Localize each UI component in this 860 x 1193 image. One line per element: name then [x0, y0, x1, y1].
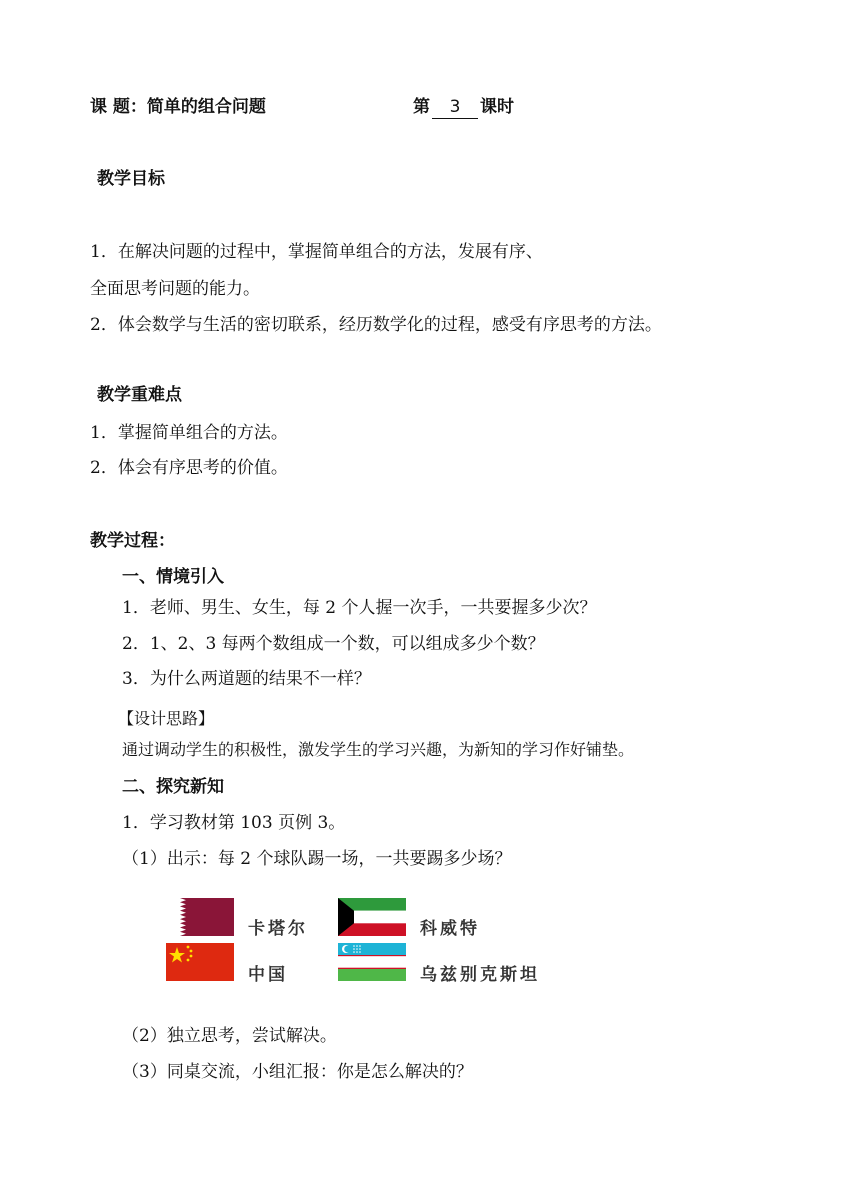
lesson-prefix: 第 [413, 97, 430, 117]
process-heading: 教学过程： [90, 531, 175, 551]
team-label-china: 中国 [248, 965, 288, 985]
key-points-heading: 教学重难点 [97, 385, 182, 405]
design-idea-text: 通过调动学生的积极性，激发学生的学习兴趣，为新知的学习作好铺垫。 [122, 740, 635, 759]
qatar-flag-icon [166, 898, 234, 936]
section-2-sub-3: （3）同桌交流，小组汇报：你是怎么解决的？ [122, 1062, 473, 1082]
objective-item-1-line-2: 全面思考问题的能力。 [90, 279, 260, 299]
topic-label: 课 题：简单的组合问题 [90, 97, 266, 117]
section-1-heading: 一、情境引入 [122, 567, 224, 587]
lesson-number: 3 [432, 96, 478, 119]
section-1-question-3: 3．为什么两道题的结果不一样？ [122, 669, 371, 689]
section-1-question-1: 1．老师、男生、女生，每 2 个人握一次手，一共要握多少次？ [122, 598, 597, 618]
team-label-qatar: 卡塔尔 [248, 919, 308, 939]
design-idea-label: 【设计思路】 [118, 709, 215, 728]
lesson-period [413, 96, 514, 119]
section-2-sub-2: （2）独立思考，尝试解决。 [122, 1026, 337, 1046]
team-label-uzbekistan: 乌兹别克斯坦 [420, 965, 540, 985]
section-1-question-2: 2．1、2、3 每两个数组成一个数，可以组成多少个数？ [122, 634, 545, 654]
section-2-heading: 二、探究新知 [122, 777, 224, 797]
section-2-sub-1: （1）出示：每 2 个球队踢一场，一共要踢多少场？ [122, 849, 512, 869]
uzbekistan-flag-icon [338, 943, 406, 981]
objectives-heading: 教学目标 [97, 169, 165, 189]
key-point-item-1: 1．掌握简单组合的方法。 [90, 423, 288, 443]
lesson-suffix: 课时 [480, 97, 514, 117]
lesson-topic [90, 96, 266, 118]
objective-item-2: 2．体会数学与生活的密切联系，经历数学化的过程，感受有序思考的方法。 [90, 315, 662, 335]
kuwait-flag-icon [338, 898, 406, 936]
team-label-kuwait: 科威特 [420, 919, 480, 939]
china-flag-icon [166, 943, 234, 981]
section-2-item-1: 1．学习教材第 103 页例 3。 [122, 813, 346, 833]
objective-item-1-line-1: 1．在解决问题的过程中，掌握简单组合的方法，发展有序、 [90, 242, 543, 262]
key-point-item-2: 2．体会有序思考的价值。 [90, 458, 288, 478]
